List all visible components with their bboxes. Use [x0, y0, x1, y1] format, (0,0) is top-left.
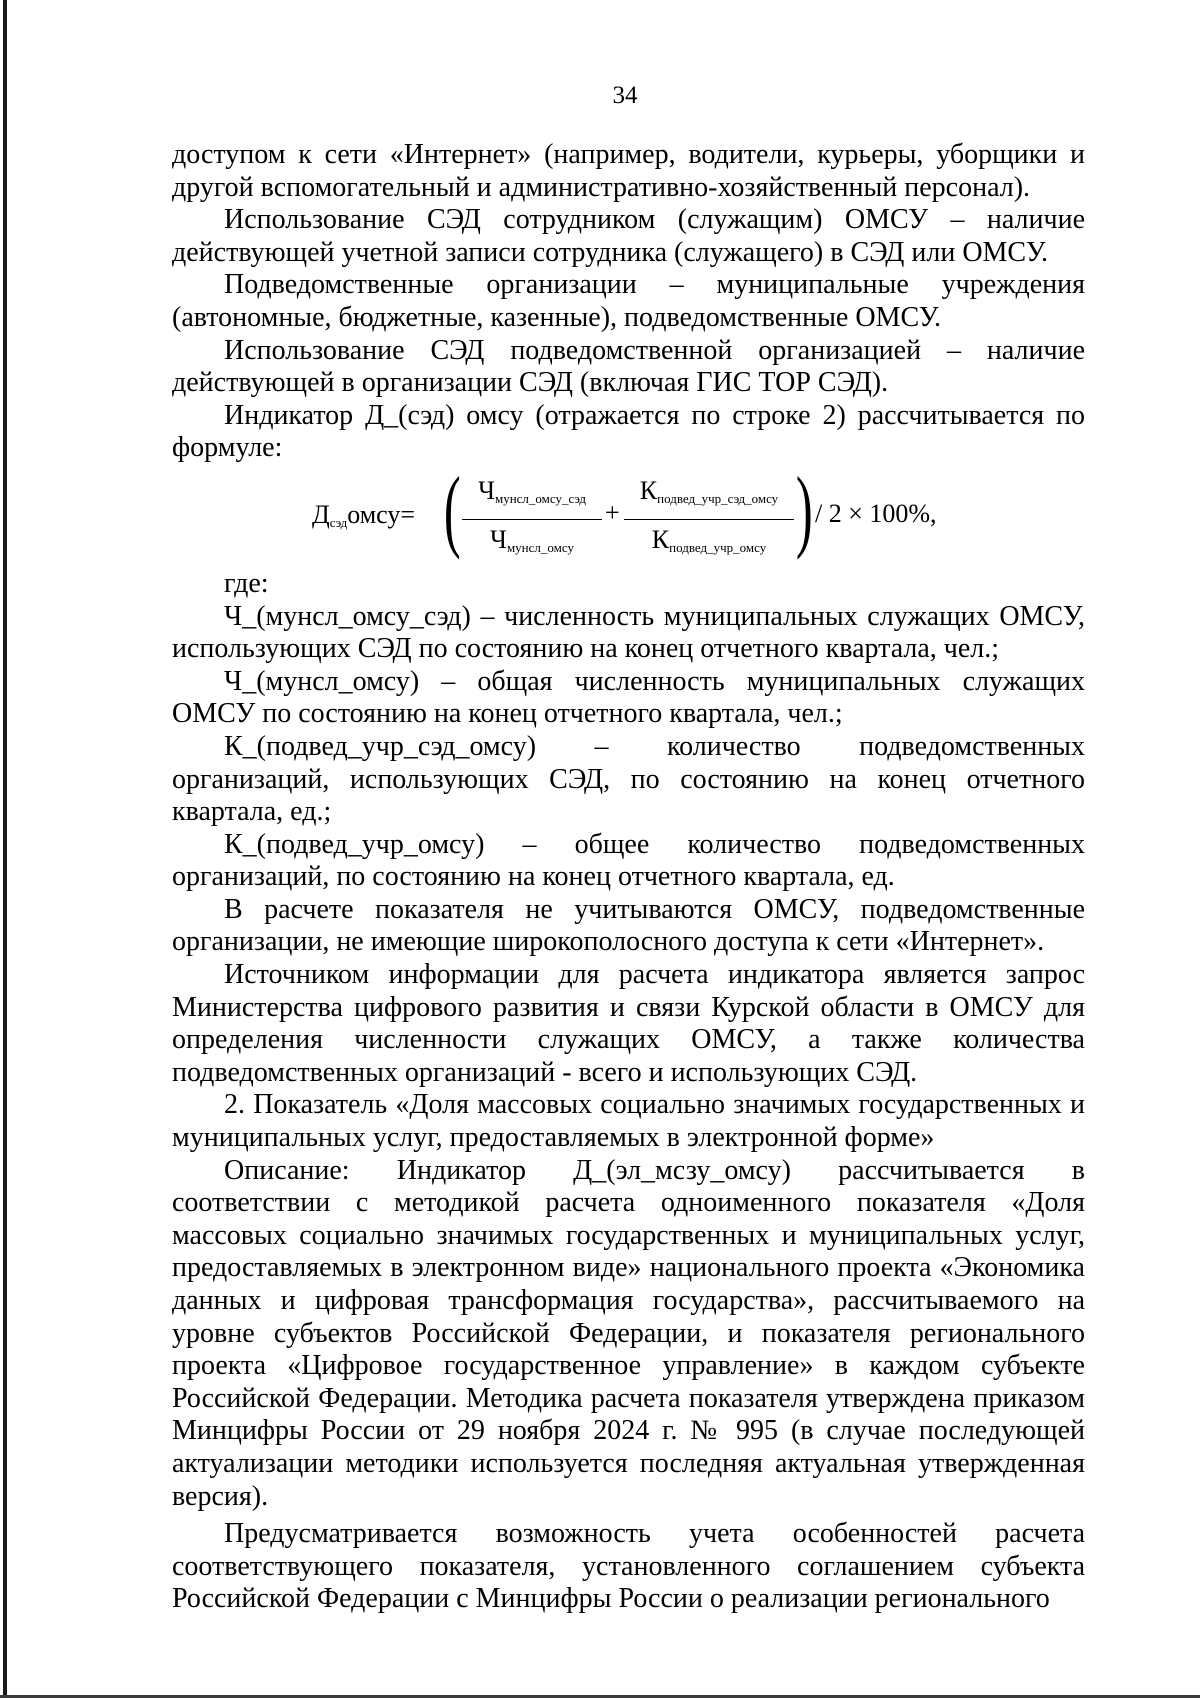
formula-fraction-2 — [624, 475, 794, 564]
paragraph: Ч_(мунсл_омсу) – общая численность муниципальных служащих ОМСУ по состоянию на конец отчетного квартала, чел.; — [172, 665, 1085, 730]
scan-left-edge — [3, 0, 7, 1698]
formula-lhs-symbol: Д — [312, 499, 330, 529]
paragraph: Предусматривается возможность учета особенностей расчета соответствующего показателя, установленного соглашением субъекта Российской Федерации с Минцифры России о реализации регионального — [172, 1518, 1085, 1615]
formula-fraction-1 — [462, 475, 602, 564]
document-body — [172, 139, 1085, 1616]
section-heading: 2. Показатель «Доля массовых социально значимых государственных и муниципальных услуг, предоставляемых в электронной форме» — [172, 1089, 1085, 1154]
paragraph: Источником информации для расчета индикатора является запрос Министерства цифрового развития и связи Курской области в ОМСУ для определения численности служащих ОМСУ, а также количества подведомственных организаций - всего и использующих СЭД. — [172, 959, 1085, 1088]
where-label: где: — [224, 567, 269, 599]
paragraph: Использование СЭД сотрудником (служащим) ОМСУ – наличие действующей учетной записи сотрудника (служащего) в СЭД или ОМСУ. — [172, 204, 1085, 268]
formula-right-paren: ) — [795, 457, 813, 560]
fraction-1-numerator: $Ч_{мунсл\_омсу\_сэд}$ — [462, 475, 602, 520]
formula-lhs-subscript: сэд — [329, 514, 348, 530]
paragraph: К_(подвед_учр_сэд_омсу) – количество подведомственных организаций, использующих СЭД, по состоянию на конец отчетного квартала, ед.; — [172, 730, 1085, 828]
fraction-2-numerator: $К_{подвед\_учр\_сэд\_омсу}$ — [624, 475, 794, 520]
paragraph: Описание: Индикатор Д_(эл_мсзу_омсу) рассчитывается в соответствии с методикой расчета одноименного показателя «Доля массовых социально значимых государственных и муниципальных услуг, предоставляемых в электронном виде» национального проекта «Экономика данных и цифровая трансформация государства», рассчитываемого на уровне субъектов Российской Федерации, и показателя регионального проекта «Цифровое государственное управление» в каждом субъекте Российской Федерации. Методика расчета показателя утверждена приказом Минцифры России от 29 ноября 2024 г. № 995 (в случае последующей актуализации методики используется последняя актуальная утвержденная версия). — [172, 1154, 1085, 1512]
paragraph: доступом к сети «Интернет» (например, водители, курьеры, уборщики и другой вспомогательный и административно-хозяйственный персонал). — [172, 139, 1085, 203]
formula-lhs-rest: омсу= — [347, 499, 416, 529]
paragraph: Подведомственные организации – муниципальные учреждения (автономные, бюджетные, казенные), подведомственные ОМСУ. — [172, 269, 1085, 333]
formula-lhs — [312, 499, 415, 540]
fraction-2-denominator: $К_{подвед\_учр\_омсу}$ — [651, 524, 767, 555]
paragraph: Использование СЭД подведомственной организацией – наличие действующей в организации СЭД (включая ГИС ТОР СЭД). — [172, 334, 1085, 399]
formula-tail: / 2 × 100%, — [815, 498, 937, 528]
paragraph: Индикатор Д_(сэд) омсу (отражается по строке 2) рассчитывается по формуле: — [172, 399, 1085, 464]
page-number: 34 — [612, 82, 638, 109]
paragraph: К_(подвед_учр_омсу) – общее количество подведомственных организаций, по состоянию на конец отчетного квартала, ед. — [172, 828, 1085, 893]
formula — [172, 457, 1085, 567]
paragraph: Ч_(мунсл_омсу_сэд) – численность муниципальных служащих ОМСУ, использующих СЭД по состоянию на конец отчетного квартала, чел.; — [172, 600, 1085, 665]
formula-left-paren: ( — [443, 457, 461, 560]
paragraph: В расчете показателя не учитываются ОМСУ, подведомственные организации, не имеющие широкополосного доступа к сети «Интернет». — [172, 893, 1085, 958]
fraction-1-denominator: $Ч_{мунсл\_омсу}$ — [490, 524, 574, 555]
formula-plus: + — [605, 497, 620, 527]
